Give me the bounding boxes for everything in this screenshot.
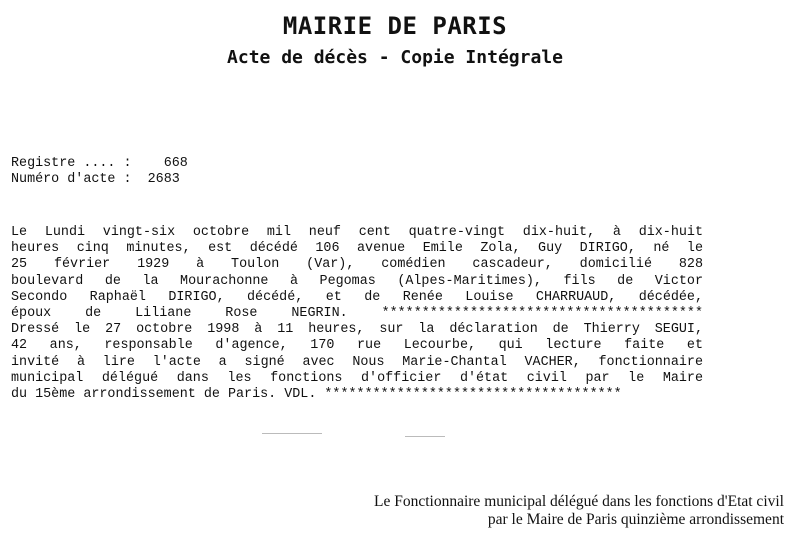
scan-artifact-line <box>262 433 322 434</box>
document-subtitle: Acte de décès - Copie Intégrale <box>227 47 563 68</box>
act-body-line: 25 février 1929 à Toulon (Var), comédien cascadeur, domicilié 828 <box>11 257 703 273</box>
signature-line-2: par le Maire de Paris quinzième arrondissement <box>487 511 784 528</box>
act-body-line: municipal délégué dans les fonctions d'officier d'état civil par le Maire <box>11 370 703 386</box>
signature-line-1: Le Fonctionnaire municipal délégué dans les fonctions d'Etat civil <box>374 493 784 510</box>
registre-label: Registre .... : <box>11 156 132 171</box>
numero-acte-label: Numéro d'acte : <box>11 172 132 188</box>
act-body-line: heures cinq minutes, est décédé 106 avenue Emile Zola, Guy DIRIGO, né le <box>11 241 703 257</box>
registre-value: 668 <box>163 156 188 171</box>
document-title: MAIRIE DE PARIS <box>282 12 508 40</box>
act-body-line: 42 ans, responsable d'agence, 170 rue Lecourbe, qui lecture faite et <box>11 338 703 354</box>
act-body-line: invité à lire l'acte a signé avec Nous Marie-Chantal VACHER, fonctionnaire <box>11 354 703 370</box>
act-body-line: du 15ème arrondissement de Paris. VDL. ************************************* <box>11 387 622 403</box>
act-body-line: époux de Liliane Rose NEGRIN. **************************************** <box>11 306 703 322</box>
act-body-text <box>11 225 703 403</box>
act-body-line: Dressé le 27 octobre 1998 à 11 heures, sur la déclaration de Thierry SEGUI, <box>11 322 703 338</box>
act-body-line: Secondo Raphaël DIRIGO, décédé, et de Renée Louise CHARRUAUD, décédée, <box>11 289 703 305</box>
registry-block <box>11 156 188 188</box>
numero-acte-value: 2683 <box>147 172 180 188</box>
act-body-line: boulevard de la Mourachonne à Pegomas (Alpes-Maritimes), fils de Victor <box>11 273 703 289</box>
act-body-line: Le Lundi vingt-six octobre mil neuf cent quatre-vingt dix-huit, à dix-huit <box>11 225 703 240</box>
scan-artifact-line <box>405 436 445 437</box>
signature-block <box>374 493 784 529</box>
